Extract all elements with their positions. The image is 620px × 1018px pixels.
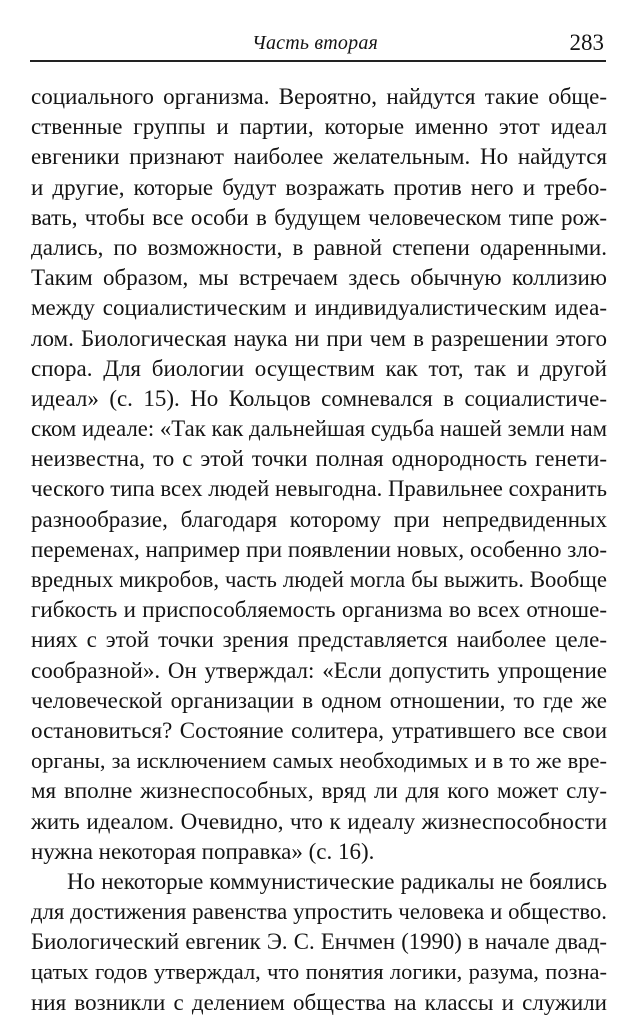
- text-line: человеческой организации в одном отношении, то где же: [31, 687, 607, 713]
- page-number: 283: [569, 30, 604, 55]
- text-line: цатых годов утверждал, что понятия логики, разума, позна-: [31, 959, 607, 985]
- text-line: и другие, которые будут возражать против него и требо-: [31, 174, 607, 200]
- text-line: ния возникли с делением общества на классы и служили: [31, 989, 607, 1015]
- text-line: ческого типа всех людей невыгодна. Правильнее сохранить: [31, 476, 607, 502]
- text-line: разнообразие, благодаря которому при непредвиденных: [31, 506, 607, 532]
- text-line: органы, за исключением самых необходимых и в то же вре-: [31, 748, 607, 774]
- running-header: [30, 30, 606, 62]
- text-line: ниях с этой точки зрения представляется наиболее целе-: [31, 627, 607, 653]
- text-line: ственные группы и партии, которые именно этот идеал: [31, 114, 607, 140]
- text-line: ском идеале: «Так как дальнейшая судьба нашей земли нам: [31, 416, 607, 442]
- text-line: вредных микробов, часть людей могла бы выжить. Вообще: [31, 567, 607, 592]
- text-line: нужна некоторая поправка» (с. 16).: [31, 838, 375, 864]
- text-line: Таким образом, мы встречаем здесь обычную коллизию: [31, 265, 607, 291]
- body-text: [31, 82, 607, 1018]
- text-line: Биологический евгеник Э. С. Енчмен (1990) в начале двад-: [31, 929, 607, 955]
- text-line: между социалистическим и индивидуалистическим идеа-: [31, 295, 607, 321]
- text-line: гибкость и приспособляемость организма во всех отноше-: [31, 597, 607, 623]
- text-line: жить идеалом. Очевидно, что к идеалу жизнеспособности: [31, 808, 607, 834]
- text-line: мя вполне жизнеспособных, вряд ли для кого может слу-: [31, 778, 607, 804]
- text-line: дались, по возможности, в равной степени одаренными.: [31, 234, 607, 260]
- running-title: Часть вторая: [252, 32, 379, 54]
- text-line: идеал» (с. 15). Но Кольцов сомневался в социалистиче-: [31, 385, 607, 411]
- text-line: сообразной». Он утверждал: «Если допустить упрощение: [31, 657, 607, 683]
- text-line: евгеники признают наиболее желательным. Но найдутся: [31, 144, 607, 170]
- text-line: неизвестна, то с этой точки полная однородность генети-: [31, 446, 607, 472]
- text-line: спора. Для биологии осуществим как тот, так и другой: [31, 355, 607, 381]
- text-line: вать, чтобы все особи в будущем человеческом типе рож-: [31, 204, 607, 230]
- text-line: лом. Биологическая наука ни при чем в разрешении этого: [31, 325, 607, 351]
- text-line: переменах, например при появлении новых, особенно зло-: [31, 536, 607, 562]
- text-line: для достижения равенства упростить человека и общество.: [31, 899, 607, 925]
- text-line: Но некоторые коммунистические радикалы не боялись: [67, 868, 607, 894]
- text-line: остановиться? Состояние солитера, утратившего все свои: [31, 717, 607, 743]
- text-line: социального организма. Вероятно, найдутся такие обще-: [31, 84, 607, 109]
